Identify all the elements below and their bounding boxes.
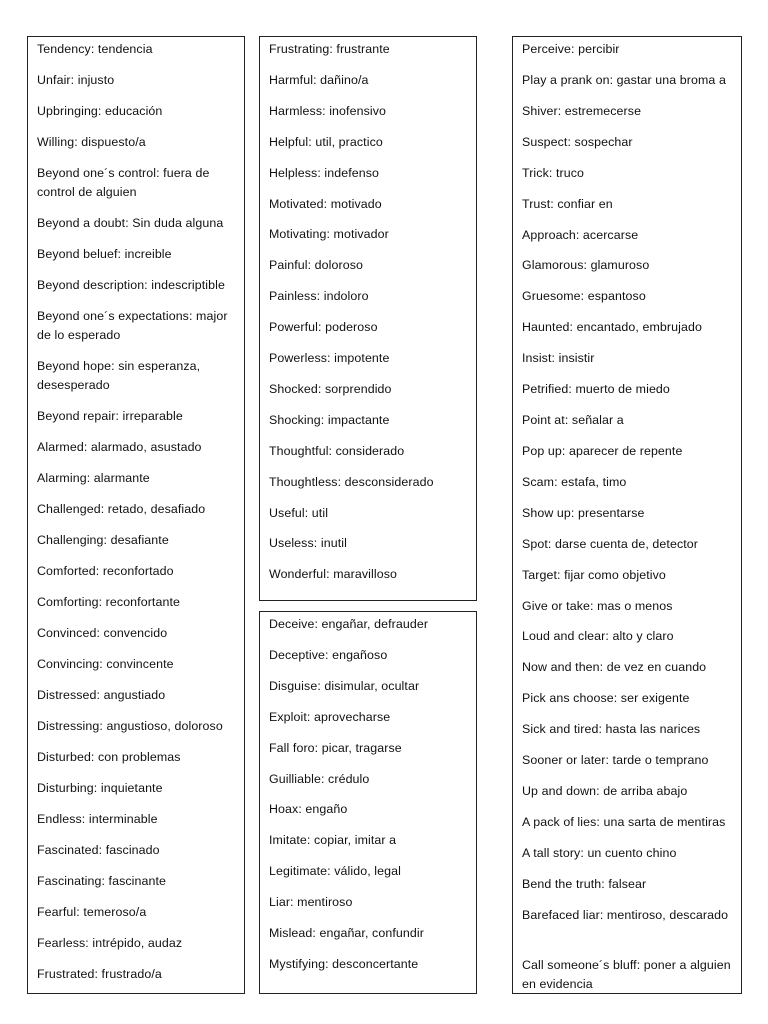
vocabulary-entry: Convincing: convincente [37, 657, 174, 671]
vocabulary-entry: Disturbing: inquietante [37, 781, 163, 795]
vocabulary-entry: Up and down: de arriba abajo [522, 784, 688, 799]
vocabulary-entry: Beyond description: indescriptible [37, 278, 225, 292]
vocabulary-entry: Deceive: engañar, defrauder [269, 617, 429, 631]
vocabulary-entry: Convinced: convencido [37, 626, 168, 640]
vocabulary-entry: Guilliable: crédulo [269, 771, 370, 786]
vocabulary-entry: Thoughtless: desconsiderado [269, 474, 434, 489]
vocabulary-entry: Harmful: dañino/a [269, 72, 369, 87]
vocabulary-column-2-bottom [259, 611, 477, 994]
vocabulary-entry: Liar: mentiroso [269, 895, 353, 910]
vocabulary-entry: Loud and clear: alto y claro [522, 629, 674, 644]
vocabulary-entry: Comforted: reconfortado [37, 564, 174, 578]
vocabulary-entry: Thoughtful: considerado [269, 443, 405, 458]
vocabulary-entry: Comforting: reconfortante [37, 595, 180, 609]
vocabulary-entry: Shocking: impactante [269, 412, 390, 427]
vocabulary-entry: Now and then: de vez en cuando [522, 660, 707, 675]
vocabulary-entry: Willing: dispuesto/a [37, 135, 146, 149]
vocabulary-entry: Beyond a doubt: Sin duda alguna [37, 216, 224, 230]
vocabulary-entry: Unfair: injusto [37, 73, 115, 87]
vocabulary-entry: Challenging: desafiante [37, 533, 169, 547]
vocabulary-entry: Point at: señalar a [522, 413, 624, 428]
vocabulary-entry: Motivating: motivador [269, 227, 389, 242]
vocabulary-entry: A tall story: un cuento chino [522, 845, 677, 860]
vocabulary-entry: Barefaced liar: mentiroso, descarado [522, 907, 729, 922]
vocabulary-entry: Alarmed: alarmado, asustado [37, 440, 202, 454]
vocabulary-entry: Beyond repair: irreparable [37, 409, 183, 423]
vocabulary-entry: Pick ans choose: ser exigente [522, 691, 690, 706]
vocabulary-entry: Call someone´s bluff: poner a alguien en evidencia [522, 957, 731, 991]
vocabulary-entry: Useful: util [269, 505, 329, 520]
vocabulary-entry: Frustrated: frustrado/a [37, 967, 162, 981]
vocabulary-entry: Glamorous: glamuroso [522, 258, 650, 273]
vocabulary-entry: Frustrating: frustrante [269, 42, 390, 56]
vocabulary-entry: Powerful: poderoso [269, 320, 378, 335]
vocabulary-entry: Painful: doloroso [269, 258, 364, 273]
vocabulary-entry: Suspect: sospechar [522, 134, 633, 149]
vocabulary-entry: Play a prank on: gastar una broma a [522, 72, 726, 87]
vocabulary-entry: Shocked: sorprendido [269, 381, 392, 396]
vocabulary-entry: Scam: estafa, timo [522, 474, 627, 489]
vocabulary-entry: Exploit: aprovecharse [269, 709, 391, 724]
vocabulary-entry: Distressed: angustiado [37, 688, 166, 702]
vocabulary-entry: Challenged: retado, desafiado [37, 502, 206, 516]
vocabulary-entry: Approach: acercarse [522, 227, 639, 242]
vocabulary-entry: Tendency: tendencia [37, 42, 153, 56]
vocabulary-entry: Imitate: copiar, imitar a [269, 833, 397, 848]
vocabulary-entry: Give or take: mas o menos [522, 598, 673, 613]
vocabulary-entry: Helpless: indefenso [269, 165, 380, 180]
vocabulary-entry: Disguise: disimular, ocultar [269, 678, 420, 693]
vocabulary-entry: Sick and tired: hasta las narices [522, 722, 701, 737]
vocabulary-column-3 [512, 36, 742, 994]
vocabulary-entry: Perceive: percibir [522, 42, 620, 56]
vocabulary-entry: Sooner or later: tarde o temprano [522, 753, 709, 768]
vocabulary-entry: Trust: confiar en [522, 196, 613, 211]
vocabulary-entry: Pop up: aparecer de repente [522, 443, 683, 458]
vocabulary-entry: Alarming: alarmante [37, 471, 150, 485]
vocabulary-entry: Haunted: encantado, embrujado [522, 320, 702, 335]
vocabulary-entry: A pack of lies: una sarta de mentiras [522, 815, 726, 829]
vocabulary-column-1 [27, 36, 245, 994]
vocabulary-entry: Fascinated: fascinado [37, 843, 160, 857]
vocabulary-entry: Legitimate: válido, legal [269, 864, 401, 879]
vocabulary-entry: Powerless: impotente [269, 351, 390, 365]
vocabulary-entry: Beyond beluef: increible [37, 247, 172, 261]
vocabulary-entry: Helpful: util, practico [269, 134, 383, 149]
vocabulary-entry: Endless: interminable [37, 812, 158, 826]
vocabulary-entry: Mystifying: desconcertante [269, 956, 419, 971]
vocabulary-entry: Deceptive: engañoso [269, 647, 388, 662]
vocabulary-entry: Useless: inutil [269, 536, 347, 551]
vocabulary-entry: Beyond hope: sin esperanza, desesperado [37, 359, 201, 392]
vocabulary-entry: Bend the truth: falsear [522, 876, 647, 891]
vocabulary-column-2-top [259, 36, 477, 601]
vocabulary-entry: Fearless: intrépido, audaz [37, 936, 183, 950]
vocabulary-entry: Show up: presentarse [522, 505, 645, 520]
vocabulary-entry: Painless: indoloro [269, 289, 369, 304]
vocabulary-entry: Spot: darse cuenta de, detector [522, 536, 698, 551]
vocabulary-entry: Harmless: inofensivo [269, 103, 387, 118]
vocabulary-entry: Mislead: engañar, confundir [269, 926, 424, 940]
vocabulary-entry: Distressing: angustioso, doloroso [37, 719, 223, 733]
vocabulary-entry: Shiver: estremecerse [522, 103, 642, 118]
vocabulary-entry: Fall foro: picar, tragarse [269, 740, 402, 755]
vocabulary-entry: Disturbed: con problemas [37, 750, 181, 764]
vocabulary-entry: Insist: insistir [522, 351, 595, 366]
vocabulary-entry: Motivated: motivado [269, 196, 382, 211]
vocabulary-entry: Wonderful: maravilloso [269, 567, 397, 582]
vocabulary-entry: Target: fijar como objetivo [522, 567, 666, 582]
vocabulary-entry: Beyond one´s control: fuera de control de alguien [37, 166, 210, 199]
vocabulary-entry: Hoax: engaño [269, 802, 348, 817]
vocabulary-entry: Upbringing: educación [37, 104, 163, 118]
vocabulary-entry: Petrified: muerto de miedo [522, 382, 670, 397]
vocabulary-entry: Fascinating: fascinante [37, 874, 167, 888]
vocabulary-entry: Fearful: temeroso/a [37, 905, 147, 919]
vocabulary-entry: Trick: truco [522, 165, 585, 180]
vocabulary-entry: Gruesome: espantoso [522, 289, 646, 304]
vocabulary-entry: Beyond one´s expectations: major de lo esperado [37, 309, 228, 342]
